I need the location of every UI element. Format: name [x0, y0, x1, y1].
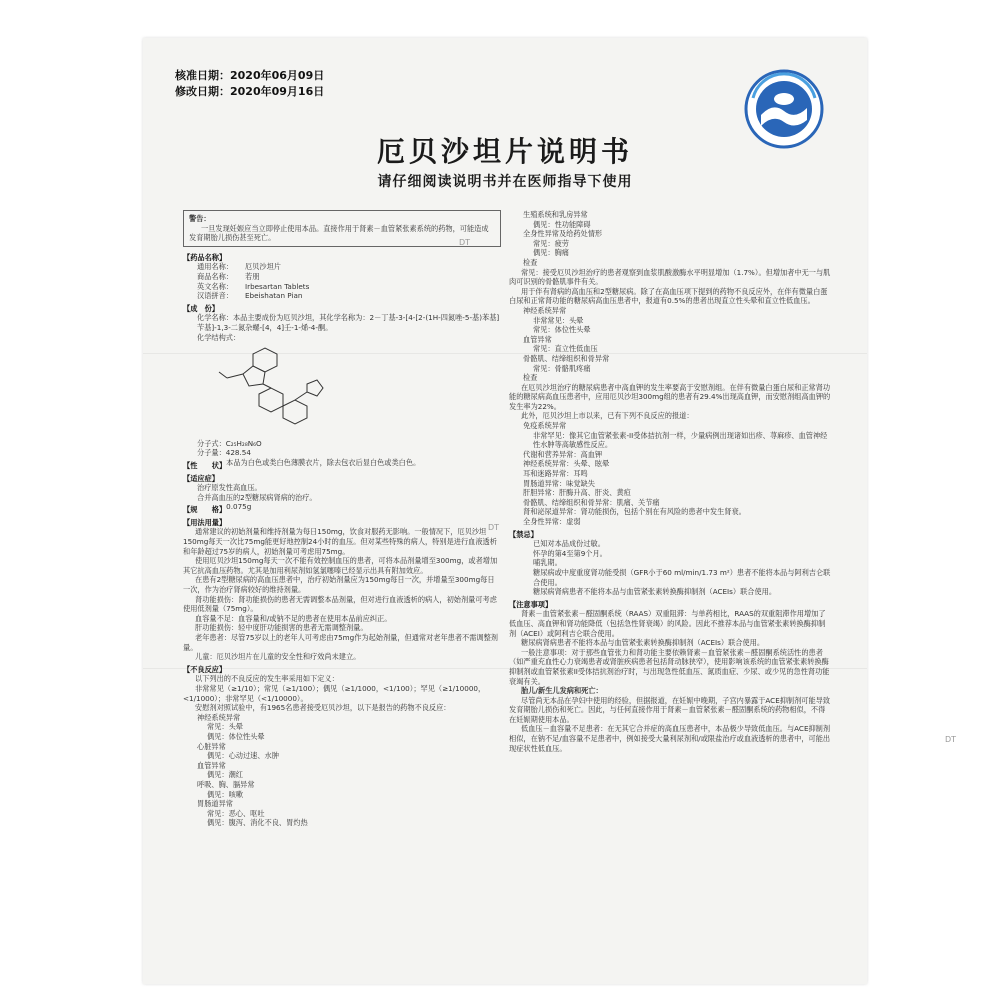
- adverse-item: 常见：体位性头晕: [533, 325, 591, 335]
- composition-header: 【成 份】: [183, 303, 219, 313]
- usage-paragraph: 在患有2型糖尿病的高血压患者中，治疗初始剂量应为150mg每日一次，并增量至300mg每日一次，作为治疗肾病较好的维持剂量。: [183, 575, 495, 595]
- postmarket-item: 肾和泌尿道异常：肾功能损伤，包括个别在有风险的患者中发生肾衰。: [523, 507, 746, 517]
- adverse-item: 偶见：潮红: [207, 770, 243, 780]
- adverse-item: 偶见：腹泻、消化不良、胃灼热: [207, 818, 308, 828]
- molecular-formula: 分子式：C₂₅H₂₈N₆O: [197, 438, 262, 448]
- adverse-paragraph: 以下列出的不良反应的发生率采用如下定义：: [195, 674, 339, 684]
- caution-paragraph: 低血压－血容量不足患者：在无其它合并症的高血压患者中，本品极少导致低血压。与ACE抑制剂相似，在钠不足/血容量不足患者中，例如接受大量利尿剂和/或限盐治疗或血液透析的患者中，可能出现症状性低血压。: [509, 724, 831, 753]
- leaflet-paper: [143, 38, 867, 984]
- drug-name-header: 【药品名称】: [183, 252, 227, 262]
- adverse-item: 偶见：胸痛: [533, 248, 569, 258]
- adverse-paragraph: 常见：接受厄贝沙坦治疗的患者观察到血浆肌酸激酶水平明显增加（1.7%）。但增加者中无一与肌肉可识别的骨骼肌事件有关。: [509, 267, 831, 287]
- molecular-weight: 分子量：428.54: [197, 448, 251, 458]
- usage-paragraph: 老年患者：尽管75岁以上的老年人可考虑由75mg作为起始剂量，但通常对老年患者不需调整剂量。: [183, 633, 498, 652]
- adverse-paragraph: 非常常见（≥1/10）；常见（≥1/100）；偶见（≥1/1000，<1/100）；罕见（≥1/10000，<1/1000）；非常罕见（<1/10000）。: [183, 683, 486, 703]
- date-block: [175, 68, 324, 100]
- chemical-structure-icon: [213, 344, 333, 434]
- contraindication-item: 已知对本品成份过敏。: [533, 539, 605, 549]
- usage-paragraph: 儿童：厄贝沙坦片在儿童的安全性和疗效尚未建立。: [195, 652, 361, 662]
- adverse-item: 骨骼肌、结缔组织和骨异常: [523, 353, 610, 363]
- postmarket-item: 全身性异常：虚弱: [523, 517, 581, 526]
- adverse-item: 血管异常: [197, 760, 226, 770]
- watermark: DT: [459, 238, 471, 247]
- postmarket-item: 非常罕见：像其它血管紧张素-II受体拮抗剂一样，少量病例出现诸如出疹、荨麻疹、血管神经性水肿等高敏感性反应。: [533, 430, 828, 450]
- caution-paragraph: 一般注意事项：对于那些血管张力和肾功能主要依赖肾素－血管紧张素－醛固酮系统活性的患者（如严重充血性心力衰竭患者或肾脏疾病患者包括肾动脉狭窄），使用影响该系统的血管紧张素转换酶抑制剂或血管紧张素II受体拮抗剂治疗时，与出现急性低血压、氮质血症、少尿、或少见的急性肾功能衰竭有关。: [509, 647, 830, 686]
- composition-text: 化学名称：本品主要成份为厄贝沙坦，其化学名称为：2－丁基-3-[4-[2-(1H-四氮唑-5-基)苯基]苄基]-1,3-二氮杂螺-[4，4]壬-1-烯-4-酮。: [197, 313, 500, 332]
- right-column: [509, 210, 831, 980]
- page-title: 厄贝沙坦片说明书: [376, 135, 633, 168]
- name-row: 商品名称： 若朋: [197, 271, 260, 281]
- adverse-header: 【不良反应】: [183, 664, 227, 674]
- caution-paragraph: 胎儿/新生儿发病和死亡：: [521, 686, 603, 696]
- name-row: 通用名称： 厄贝沙坦片: [197, 262, 281, 272]
- postmarket-item: 免疫系统异常: [523, 421, 567, 431]
- adverse-item: 全身性异常及给药处情形: [523, 229, 603, 239]
- adverse-item: 检查: [523, 257, 538, 267]
- contraindication-item: 糖尿病肾病患者不能将本品与血管紧张素转换酶抑制剂（ACEIs）联合使用。: [533, 587, 777, 597]
- warning-box: [183, 210, 501, 247]
- caution-paragraph: 肾素－血管紧张素－醛固酮系统（RAAS）双重阻滞：与单药相比，RAAS的双重阻滞作用增加了低血压、高血钾和肾功能降低（包括急性肾衰竭）的风险。因此不推荐本品与血管紧张素转换酶抑制剂（ACEI）或阿利吉仑联合使用。: [509, 609, 826, 638]
- usage-paragraph: 血容量不足：血容量和/或钠不足的患者在使用本品前应纠正。: [195, 613, 392, 623]
- postmarket-item: 骨骼肌、结缔组织和骨异常：肌痛、关节痛: [523, 497, 660, 507]
- usage-paragraph: 通常建议的初始剂量和维持剂量为每日150mg，饮食对服药无影响。一般情况下，厄贝沙坦150mg每天一次比75mg能更好地控制24小时的血压。但对某些特殊的病人，特别是进行血液透析和年龄超过75岁的病人，初始剂量可考虑用75mg。: [183, 527, 497, 556]
- adverse-item: 非常常见：头晕: [533, 315, 584, 325]
- name-row: 汉语拼音： Ebeishatan Pian: [197, 291, 303, 301]
- contraindication-item: 哺乳期。: [533, 558, 562, 568]
- spec-text: 0.075g: [226, 502, 252, 512]
- adverse-item: 偶见：心动过速、水肿: [207, 751, 279, 761]
- contraindication-header: 【禁忌】: [509, 529, 538, 539]
- adverse-item: 常见：头晕: [207, 722, 243, 732]
- adverse-item: 偶见：性功能障碍: [533, 219, 591, 229]
- usage-paragraph: 肝功能损伤：轻中度肝功能损害的患者无需调整剂量。: [195, 623, 368, 633]
- character-text: 本品为白色或类白色薄膜衣片，除去包衣后显白色或类白色。: [226, 457, 421, 467]
- adverse-item: 常见：直立性低血压: [533, 344, 598, 354]
- contraindication-item: 怀孕的第4至第9个月。: [533, 548, 607, 558]
- caution-header: 【注意事项】: [509, 599, 553, 609]
- adverse-item: 偶见：咳嗽: [207, 789, 243, 799]
- adverse-item: 生殖系统和乳房异常: [523, 210, 588, 219]
- adverse-item: 神经系统异常: [523, 305, 567, 315]
- usage-paragraph: 肾功能损伤：肾功能损伤的患者无需调整本品剂量，但对进行血液透析的病人，初始剂量可考虑使用低剂量（75mg）。: [183, 594, 497, 614]
- postmarket-item: 代谢和营养异常：高血钾: [523, 449, 603, 459]
- page-subtitle: 请仔细阅读说明书并在医师指导下使用: [377, 174, 633, 190]
- revise-date: 修改日期：2020年09月16日: [175, 85, 325, 98]
- adverse-paragraph: 安慰剂对照试验中，有1965名患者接受厄贝沙坦，以下是报告的药物不良反应：: [195, 703, 451, 713]
- usage-paragraph: 使用厄贝沙坦150mg每天一次不能有效控制血压的患者，可将本品剂量增至300mg，或者增加其它抗高血压药物。尤其是加用利尿剂如氢氯噻嗪已经显示出具有附加效应。: [183, 556, 498, 575]
- watermark: DT: [945, 735, 957, 744]
- adverse-item: 常见：疲劳: [533, 238, 569, 248]
- adverse-item: 神经系统异常: [197, 712, 241, 722]
- character-row: 【性 状】 本品为白色或类白色薄膜衣片，除去包衣后显白色或类白色。: [183, 457, 421, 470]
- adverse-item: 常见：恶心、呕吐: [207, 808, 265, 818]
- adverse-item: 血管异常: [523, 334, 552, 344]
- left-column: [183, 210, 501, 980]
- usage-header: 【用法用量】: [183, 517, 227, 527]
- postmarket-item: 肝胆异常：肝酶升高、肝炎、黄疸: [523, 488, 631, 498]
- adverse-paragraph: 此外，厄贝沙坦上市以来，已有下列不良反应的报道：: [521, 411, 694, 421]
- indication-header: 【适应症】: [183, 473, 219, 483]
- caution-paragraph: 尽管尚无本品在孕妇中使用的经验，但据报道，在妊娠中晚期，子宫内暴露于ACE抑制剂可能导致发育期胎儿损伤和死亡。因此，与任何直接作用于肾素－血管紧张素－醛固酮系统的药物相似，不得在妊娠期使用本品。: [509, 695, 831, 724]
- indication-line: 治疗原发性高血压。: [197, 483, 262, 493]
- contraindication-item: 糖尿病或中度重度肾功能受损（GFR小于60 ml/min/1.73 m²）患者不能将本品与阿利吉仑联合使用。: [533, 567, 831, 587]
- approve-date: 核准日期：2020年06月09日: [175, 69, 325, 82]
- postmarket-item: 神经系统异常：头晕、眩晕: [523, 459, 610, 469]
- adverse-item: 检查: [523, 373, 538, 383]
- warning-text: 一旦发现妊娠应当立即停止使用本品。直接作用于肾素－血管紧张素系统的药物，可能造成发育期胎儿损伤甚至死亡。: [189, 223, 489, 243]
- adverse-paragraph: 用于伴有肾病的高血压和2型糖尿病。除了在高血压项下提到的药物不良反应外，在伴有微量白蛋白尿和正常肾功能的糖尿病高血压患者中，报道有0.5%的患者出现直立性头晕和直立性低血压。: [509, 286, 828, 306]
- adverse-item: 胃肠道异常: [197, 799, 233, 809]
- adverse-paragraph: 在厄贝沙坦治疗的糖尿病患者中高血钾的发生率要高于安慰剂组。在伴有微量白蛋白尿和正常肾功能的糖尿病高血压患者中，应用厄贝沙坦300mg组的患者有29.4%出现高血钾，而安慰剂组高血钾的发生率为22%。: [509, 382, 831, 411]
- indication-line: 合并高血压的2型糖尿病肾病的治疗。: [197, 492, 317, 502]
- spec-row: 【规 格】 0.075g: [183, 502, 252, 515]
- postmarket-item: 胃肠道异常：味觉缺失: [523, 478, 595, 488]
- structure-label: 化学结构式：: [197, 332, 241, 342]
- adverse-item: 常见：骨骼肌疼痛: [533, 363, 591, 373]
- caution-paragraph: 糖尿病肾病患者不能将本品与血管紧张素转换酶抑制剂（ACEIs）联合使用。: [521, 638, 765, 648]
- watermark: DT: [488, 523, 500, 532]
- postmarket-item: 耳和迷路异常：耳鸣: [523, 469, 588, 479]
- name-row: 英文名称： Irbesartan Tablets: [197, 281, 310, 291]
- adverse-item: 偶见：体位性头晕: [207, 731, 265, 741]
- adverse-item: 心脏异常: [197, 741, 226, 751]
- warning-title: 警告：: [189, 214, 211, 223]
- adverse-item: 呼吸、胸、膈异常: [197, 779, 255, 789]
